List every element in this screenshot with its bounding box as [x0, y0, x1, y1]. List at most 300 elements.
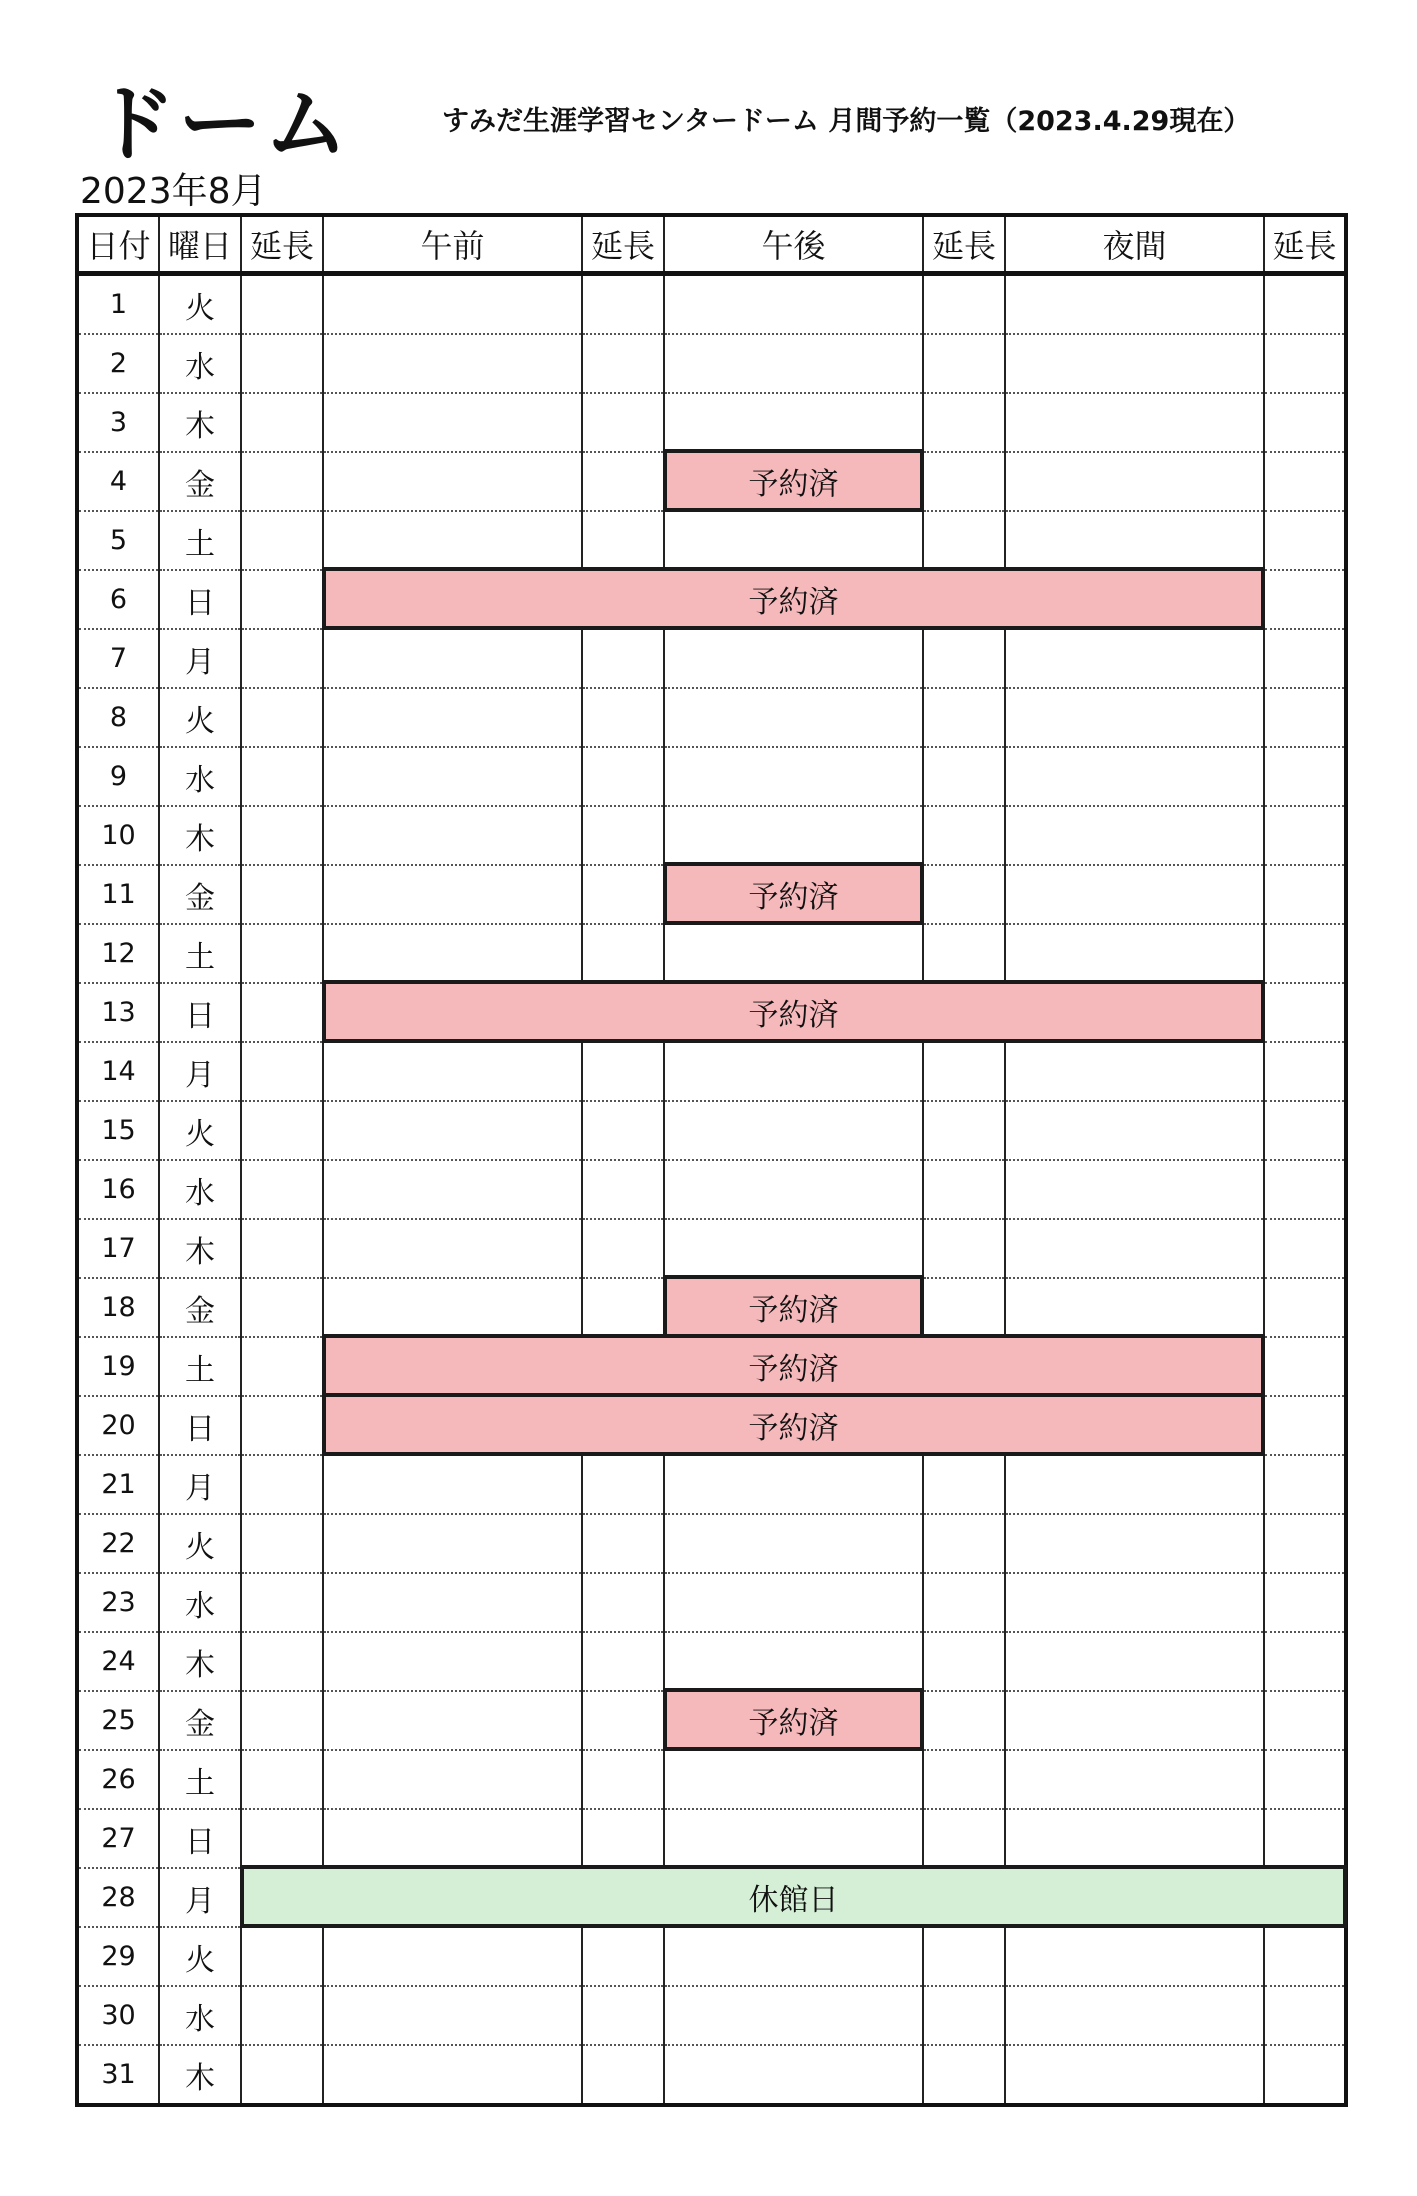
slot-cell-extension-1: [241, 334, 323, 393]
weekday-cell: 木: [159, 1219, 241, 1278]
weekday-cell: 木: [159, 806, 241, 865]
slot-cell-afternoon: [664, 1632, 923, 1691]
slot-cell-night: [1005, 806, 1264, 865]
table-row: [77, 865, 1346, 924]
table-row: [77, 274, 1346, 335]
col-header-night: 夜間: [1005, 215, 1264, 274]
booked-bar: 予約済: [663, 862, 924, 925]
weekday-cell: 土: [159, 924, 241, 983]
table-row: [77, 1632, 1346, 1691]
slot-cell-extension-1: [241, 1396, 323, 1455]
weekday-cell: 水: [159, 334, 241, 393]
date-cell: 25: [77, 1691, 159, 1750]
slot-cell-extension-4: [1264, 983, 1346, 1042]
slot-cell-extension-1: [241, 1337, 323, 1396]
slot-cell-extension-3: [923, 393, 1005, 452]
slot-cell-extension-3: [923, 1337, 1005, 1396]
slot-cell-afternoon: [664, 1691, 923, 1750]
slot-cell-morning: [323, 865, 582, 924]
slot-cell-night: [1005, 274, 1264, 335]
slot-cell-morning: [323, 1809, 582, 1868]
date-cell: 14: [77, 1042, 159, 1101]
slot-cell-extension-1: [241, 806, 323, 865]
date-cell: 2: [77, 334, 159, 393]
table-row: [77, 1809, 1346, 1868]
slot-cell-morning: [323, 1868, 582, 1927]
slot-cell-extension-3: [923, 274, 1005, 335]
slot-cell-morning: [323, 1396, 582, 1455]
date-cell: 5: [77, 511, 159, 570]
date-cell: 9: [77, 747, 159, 806]
slot-cell-extension-2: [582, 1868, 664, 1927]
slot-cell-afternoon: [664, 688, 923, 747]
slot-cell-extension-1: [241, 1927, 323, 1986]
slot-cell-extension-2: [582, 1101, 664, 1160]
table-row: [77, 570, 1346, 629]
slot-cell-extension-3: [923, 570, 1005, 629]
slot-cell-afternoon: [664, 747, 923, 806]
date-cell: 26: [77, 1750, 159, 1809]
col-header-afternoon: 午後: [664, 215, 923, 274]
slot-cell-extension-2: [582, 1278, 664, 1337]
slot-cell-extension-2: [582, 1337, 664, 1396]
slot-cell-extension-4: [1264, 629, 1346, 688]
date-cell: 28: [77, 1868, 159, 1927]
weekday-cell: 木: [159, 393, 241, 452]
col-header-extension-3: 延長: [923, 215, 1005, 274]
table-row: [77, 1868, 1346, 1927]
date-cell: 10: [77, 806, 159, 865]
col-header-extension-4: 延長: [1264, 215, 1346, 274]
slot-cell-morning: [323, 629, 582, 688]
slot-cell-extension-3: [923, 747, 1005, 806]
weekday-cell: 月: [159, 629, 241, 688]
slot-cell-extension-3: [923, 1573, 1005, 1632]
date-cell: 24: [77, 1632, 159, 1691]
slot-cell-night: [1005, 1809, 1264, 1868]
slot-cell-afternoon: [664, 1868, 923, 1927]
date-cell: 7: [77, 629, 159, 688]
weekday-cell: 土: [159, 511, 241, 570]
slot-cell-morning: [323, 1986, 582, 2045]
slot-cell-extension-2: [582, 1160, 664, 1219]
slot-cell-extension-3: [923, 1632, 1005, 1691]
slot-cell-extension-2: [582, 688, 664, 747]
slot-cell-extension-2: [582, 1455, 664, 1514]
slot-cell-afternoon: [664, 1396, 923, 1455]
date-cell: 12: [77, 924, 159, 983]
slot-cell-morning: [323, 1337, 582, 1396]
slot-cell-extension-2: [582, 334, 664, 393]
slot-cell-extension-2: [582, 747, 664, 806]
document-title: すみだ生涯学習センタードーム 月間予約一覧（2023.4.29現在）: [442, 106, 1251, 137]
slot-cell-morning: [323, 1278, 582, 1337]
date-cell: 4: [77, 452, 159, 511]
slot-cell-extension-4: [1264, 1986, 1346, 2045]
weekday-cell: 金: [159, 452, 241, 511]
table-row: [77, 629, 1346, 688]
slot-cell-extension-3: [923, 1691, 1005, 1750]
slot-cell-extension-4: [1264, 1396, 1346, 1455]
table-row: [77, 1337, 1346, 1396]
slot-cell-extension-1: [241, 629, 323, 688]
table-row: [77, 1042, 1346, 1101]
slot-cell-afternoon: [664, 924, 923, 983]
weekday-cell: 月: [159, 1042, 241, 1101]
slot-cell-night: [1005, 747, 1264, 806]
table-row: [77, 1455, 1346, 1514]
slot-cell-extension-3: [923, 865, 1005, 924]
slot-cell-extension-4: [1264, 688, 1346, 747]
reservation-sheet: [75, 213, 1337, 2107]
slot-cell-extension-4: [1264, 452, 1346, 511]
col-header-date: 日付: [77, 215, 159, 274]
slot-cell-night: [1005, 1868, 1264, 1927]
slot-cell-extension-3: [923, 1101, 1005, 1160]
slot-cell-afternoon: [664, 274, 923, 335]
booked-bar: 予約済: [663, 1275, 924, 1338]
reservation-table: [75, 213, 1348, 2107]
slot-cell-extension-3: [923, 511, 1005, 570]
table-row: [77, 1278, 1346, 1337]
date-cell: 6: [77, 570, 159, 629]
date-cell: 13: [77, 983, 159, 1042]
slot-cell-afternoon: [664, 806, 923, 865]
table-row: [77, 806, 1346, 865]
slot-cell-extension-2: [582, 1632, 664, 1691]
slot-cell-extension-3: [923, 983, 1005, 1042]
slot-cell-afternoon: [664, 452, 923, 511]
date-cell: 3: [77, 393, 159, 452]
slot-cell-extension-2: [582, 511, 664, 570]
slot-cell-extension-4: [1264, 1809, 1346, 1868]
slot-cell-night: [1005, 1927, 1264, 1986]
slot-cell-night: [1005, 1160, 1264, 1219]
slot-cell-afternoon: [664, 570, 923, 629]
slot-cell-afternoon: [664, 1573, 923, 1632]
slot-cell-extension-2: [582, 1809, 664, 1868]
slot-cell-extension-4: [1264, 1750, 1346, 1809]
slot-cell-extension-1: [241, 511, 323, 570]
date-cell: 18: [77, 1278, 159, 1337]
slot-cell-night: [1005, 1986, 1264, 2045]
weekday-cell: 木: [159, 2045, 241, 2105]
table-row: [77, 1396, 1346, 1455]
slot-cell-afternoon: [664, 1278, 923, 1337]
slot-cell-night: [1005, 1278, 1264, 1337]
slot-cell-night: [1005, 334, 1264, 393]
slot-cell-night: [1005, 452, 1264, 511]
slot-cell-extension-3: [923, 334, 1005, 393]
slot-cell-extension-1: [241, 1219, 323, 1278]
slot-cell-extension-2: [582, 274, 664, 335]
slot-cell-extension-4: [1264, 865, 1346, 924]
table-row: [77, 1101, 1346, 1160]
slot-cell-extension-3: [923, 1514, 1005, 1573]
date-cell: 16: [77, 1160, 159, 1219]
slot-cell-extension-4: [1264, 1278, 1346, 1337]
slot-cell-afternoon: [664, 1219, 923, 1278]
table-row: [77, 393, 1346, 452]
slot-cell-afternoon: [664, 1337, 923, 1396]
slot-cell-extension-2: [582, 570, 664, 629]
month-label: 2023年8月: [80, 171, 267, 212]
slot-cell-extension-3: [923, 924, 1005, 983]
weekday-cell: 水: [159, 747, 241, 806]
weekday-cell: 月: [159, 1455, 241, 1514]
slot-cell-morning: [323, 393, 582, 452]
slot-cell-extension-1: [241, 1042, 323, 1101]
slot-cell-extension-1: [241, 1455, 323, 1514]
slot-cell-extension-2: [582, 1042, 664, 1101]
weekday-cell: 日: [159, 1809, 241, 1868]
col-header-morning: 午前: [323, 215, 582, 274]
slot-cell-extension-2: [582, 806, 664, 865]
slot-cell-afternoon: [664, 983, 923, 1042]
date-cell: 30: [77, 1986, 159, 2045]
slot-cell-morning: [323, 1750, 582, 1809]
slot-cell-extension-4: [1264, 1514, 1346, 1573]
date-cell: 23: [77, 1573, 159, 1632]
slot-cell-extension-1: [241, 452, 323, 511]
table-row: [77, 1986, 1346, 2045]
slot-cell-extension-3: [923, 1750, 1005, 1809]
slot-cell-night: [1005, 983, 1264, 1042]
slot-cell-night: [1005, 393, 1264, 452]
slot-cell-morning: [323, 1927, 582, 1986]
slot-cell-afternoon: [664, 1455, 923, 1514]
slot-cell-extension-3: [923, 1160, 1005, 1219]
date-cell: 11: [77, 865, 159, 924]
slot-cell-extension-1: [241, 1986, 323, 2045]
slot-cell-morning: [323, 1455, 582, 1514]
slot-cell-extension-3: [923, 452, 1005, 511]
date-cell: 22: [77, 1514, 159, 1573]
date-cell: 29: [77, 1927, 159, 1986]
slot-cell-morning: [323, 1573, 582, 1632]
slot-cell-night: [1005, 511, 1264, 570]
date-cell: 8: [77, 688, 159, 747]
date-cell: 27: [77, 1809, 159, 1868]
table-row: [77, 452, 1346, 511]
slot-cell-afternoon: [664, 1986, 923, 2045]
slot-cell-night: [1005, 1691, 1264, 1750]
slot-cell-extension-2: [582, 1396, 664, 1455]
slot-cell-extension-3: [923, 629, 1005, 688]
slot-cell-extension-3: [923, 1868, 1005, 1927]
weekday-cell: 火: [159, 688, 241, 747]
slot-cell-night: [1005, 570, 1264, 629]
slot-cell-extension-1: [241, 1514, 323, 1573]
slot-cell-extension-2: [582, 629, 664, 688]
slot-cell-extension-4: [1264, 334, 1346, 393]
slot-cell-morning: [323, 334, 582, 393]
slot-cell-extension-1: [241, 983, 323, 1042]
booked-bar: 予約済: [322, 567, 1265, 630]
table-row: [77, 1160, 1346, 1219]
weekday-cell: 水: [159, 1986, 241, 2045]
table-row: [77, 1514, 1346, 1573]
slot-cell-extension-4: [1264, 1219, 1346, 1278]
slot-cell-extension-1: [241, 1691, 323, 1750]
booked-bar: 予約済: [322, 1393, 1265, 1456]
closed-day-bar: 休館日: [240, 1865, 1347, 1928]
slot-cell-extension-3: [923, 1986, 1005, 2045]
slot-cell-extension-1: [241, 1868, 323, 1927]
slot-cell-afternoon: [664, 511, 923, 570]
booked-bar: 予約済: [663, 1688, 924, 1751]
slot-cell-extension-1: [241, 1750, 323, 1809]
slot-cell-morning: [323, 452, 582, 511]
weekday-cell: 土: [159, 1337, 241, 1396]
weekday-cell: 土: [159, 1750, 241, 1809]
slot-cell-morning: [323, 924, 582, 983]
slot-cell-morning: [323, 2045, 582, 2105]
weekday-cell: 木: [159, 1632, 241, 1691]
slot-cell-night: [1005, 629, 1264, 688]
slot-cell-extension-3: [923, 2045, 1005, 2105]
slot-cell-extension-3: [923, 1396, 1005, 1455]
weekday-cell: 金: [159, 865, 241, 924]
slot-cell-extension-1: [241, 1101, 323, 1160]
slot-cell-extension-1: [241, 1160, 323, 1219]
slot-cell-morning: [323, 1691, 582, 1750]
slot-cell-afternoon: [664, 1514, 923, 1573]
slot-cell-extension-4: [1264, 1691, 1346, 1750]
slot-cell-night: [1005, 1396, 1264, 1455]
col-header-extension-1: 延長: [241, 215, 323, 274]
slot-cell-afternoon: [664, 1101, 923, 1160]
slot-cell-extension-3: [923, 1809, 1005, 1868]
weekday-cell: 水: [159, 1573, 241, 1632]
table-row: [77, 2045, 1346, 2105]
weekday-cell: 金: [159, 1691, 241, 1750]
slot-cell-extension-3: [923, 1042, 1005, 1101]
slot-cell-extension-1: [241, 1278, 323, 1337]
slot-cell-afternoon: [664, 2045, 923, 2105]
table-row: [77, 688, 1346, 747]
weekday-cell: 火: [159, 1927, 241, 1986]
weekday-cell: 水: [159, 1160, 241, 1219]
table-row: [77, 1750, 1346, 1809]
slot-cell-extension-2: [582, 1927, 664, 1986]
slot-cell-extension-2: [582, 393, 664, 452]
slot-cell-extension-3: [923, 1278, 1005, 1337]
slot-cell-morning: [323, 806, 582, 865]
slot-cell-extension-2: [582, 924, 664, 983]
booked-bar: 予約済: [663, 449, 924, 512]
slot-cell-extension-2: [582, 1986, 664, 2045]
date-cell: 15: [77, 1101, 159, 1160]
slot-cell-extension-1: [241, 570, 323, 629]
slot-cell-extension-1: [241, 747, 323, 806]
slot-cell-extension-4: [1264, 1573, 1346, 1632]
slot-cell-extension-2: [582, 1750, 664, 1809]
slot-cell-extension-4: [1264, 511, 1346, 570]
slot-cell-morning: [323, 1160, 582, 1219]
weekday-cell: 火: [159, 1514, 241, 1573]
slot-cell-extension-2: [582, 1514, 664, 1573]
slot-cell-afternoon: [664, 1750, 923, 1809]
slot-cell-night: [1005, 688, 1264, 747]
weekday-cell: 日: [159, 1396, 241, 1455]
slot-cell-night: [1005, 1573, 1264, 1632]
col-header-extension-2: 延長: [582, 215, 664, 274]
slot-cell-night: [1005, 1455, 1264, 1514]
date-cell: 20: [77, 1396, 159, 1455]
slot-cell-extension-4: [1264, 1042, 1346, 1101]
slot-cell-night: [1005, 1101, 1264, 1160]
date-cell: 1: [77, 274, 159, 335]
slot-cell-afternoon: [664, 629, 923, 688]
slot-cell-extension-4: [1264, 747, 1346, 806]
slot-cell-afternoon: [664, 334, 923, 393]
slot-cell-morning: [323, 747, 582, 806]
slot-cell-afternoon: [664, 1042, 923, 1101]
slot-cell-morning: [323, 570, 582, 629]
slot-cell-extension-1: [241, 1573, 323, 1632]
slot-cell-extension-1: [241, 274, 323, 335]
slot-cell-extension-1: [241, 1809, 323, 1868]
slot-cell-extension-2: [582, 1573, 664, 1632]
table-row: [77, 334, 1346, 393]
slot-cell-morning: [323, 1632, 582, 1691]
slot-cell-extension-2: [582, 452, 664, 511]
slot-cell-afternoon: [664, 1160, 923, 1219]
table-row: [77, 1219, 1346, 1278]
date-cell: 17: [77, 1219, 159, 1278]
slot-cell-extension-4: [1264, 1455, 1346, 1514]
slot-cell-morning: [323, 1042, 582, 1101]
facility-name: ドーム: [92, 75, 351, 173]
slot-cell-extension-2: [582, 983, 664, 1042]
table-row: [77, 747, 1346, 806]
slot-cell-extension-4: [1264, 1337, 1346, 1396]
slot-cell-extension-4: [1264, 806, 1346, 865]
slot-cell-night: [1005, 1337, 1264, 1396]
table-row: [77, 1927, 1346, 1986]
slot-cell-extension-1: [241, 393, 323, 452]
slot-cell-extension-3: [923, 1455, 1005, 1514]
slot-cell-extension-1: [241, 924, 323, 983]
slot-cell-morning: [323, 274, 582, 335]
booked-bar: 予約済: [322, 980, 1265, 1043]
table-row: [77, 983, 1346, 1042]
slot-cell-extension-4: [1264, 1160, 1346, 1219]
slot-cell-extension-1: [241, 1632, 323, 1691]
slot-cell-night: [1005, 1632, 1264, 1691]
header-row: [77, 215, 1346, 274]
slot-cell-morning: [323, 1219, 582, 1278]
date-cell: 21: [77, 1455, 159, 1514]
slot-cell-extension-2: [582, 865, 664, 924]
table-row: [77, 924, 1346, 983]
date-cell: 31: [77, 2045, 159, 2105]
slot-cell-night: [1005, 2045, 1264, 2105]
slot-cell-extension-4: [1264, 570, 1346, 629]
slot-cell-morning: [323, 1101, 582, 1160]
slot-cell-extension-4: [1264, 1927, 1346, 1986]
slot-cell-night: [1005, 865, 1264, 924]
slot-cell-extension-4: [1264, 1868, 1346, 1927]
slot-cell-extension-2: [582, 2045, 664, 2105]
booked-bar: 予約済: [322, 1334, 1265, 1397]
slot-cell-extension-2: [582, 1219, 664, 1278]
slot-cell-morning: [323, 688, 582, 747]
weekday-cell: 月: [159, 1868, 241, 1927]
weekday-cell: 日: [159, 570, 241, 629]
weekday-cell: 日: [159, 983, 241, 1042]
